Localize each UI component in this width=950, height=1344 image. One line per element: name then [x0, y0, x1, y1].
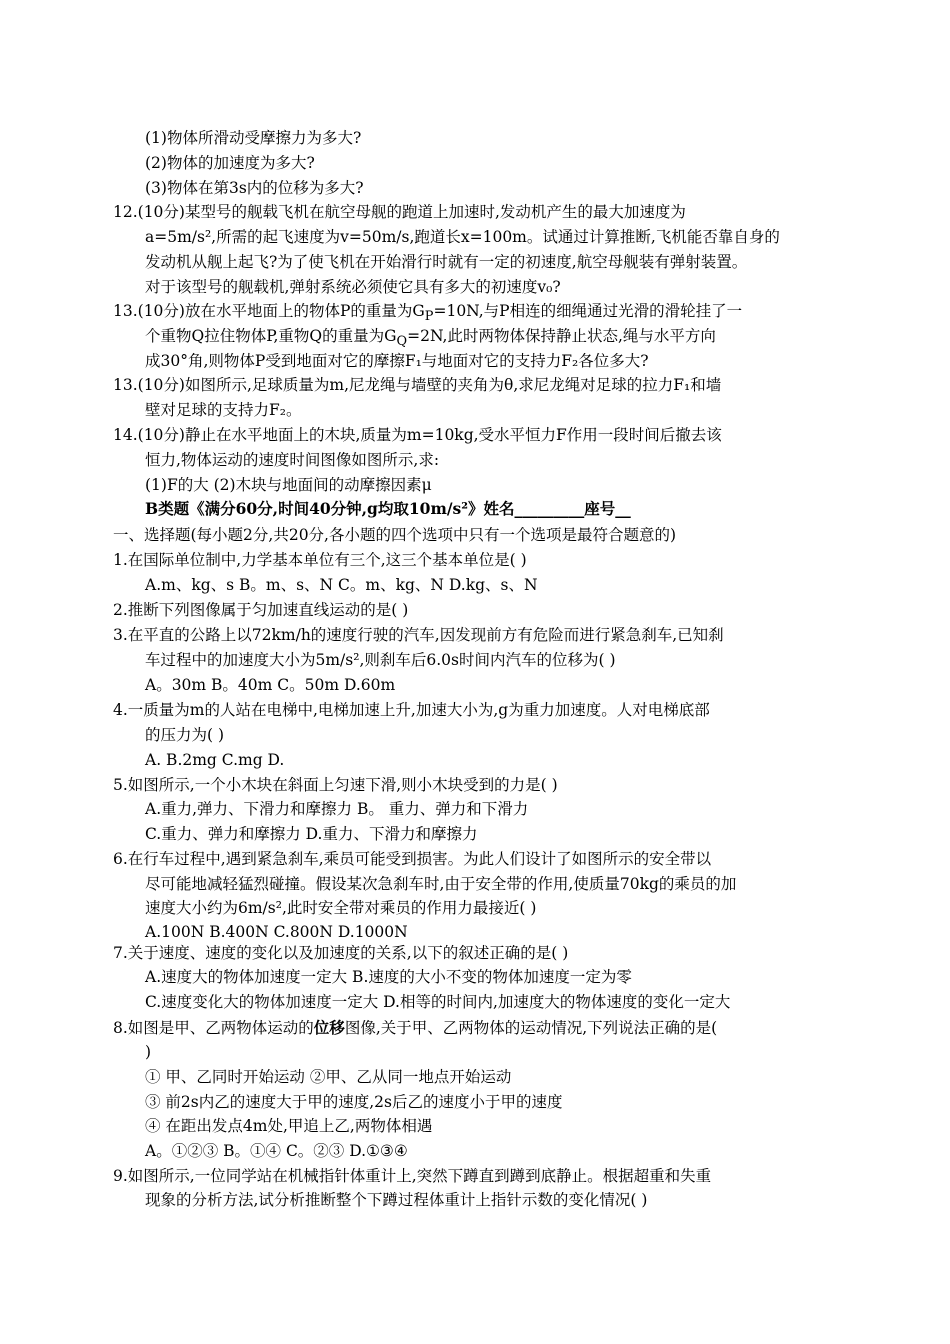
text-line: 尽可能地减轻猛烈碰撞。假设某次急刹车时,由于安全带的作用,使质量70kg的乘员的加: [145, 875, 737, 893]
text-line: (1)物体所滑动受摩擦力为多大?: [145, 129, 362, 147]
text-line: 4.一质量为m的人站在电梯中,电梯加速上升,加速大小为,g为重力加速度。人对电梯底部: [113, 701, 710, 719]
text-line: a=5m/s²,所需的起飞速度为v=50m/s,跑道长x=100m。试通过计算推断,飞机能否靠自身的: [145, 228, 780, 246]
text-line: C.速度变化大的物体加速度一定大 D.相等的时间内,加速度大的物体速度的变化一定大: [145, 993, 731, 1011]
text-line: 一、选择题(每小题2分,共20分,各小题的四个选项中只有一个选项是最符合题意的): [113, 526, 677, 544]
text-line: (2)物体的加速度为多大?: [145, 154, 315, 172]
text-line: B类题《满分60分,时间40分钟,g均取10m/s²》姓名_________座号__: [145, 499, 631, 518]
text-line: A.重力,弹力、下滑力和摩擦力 B。 重力、弹力和下滑力: [145, 800, 529, 818]
text-line: 1.在国际单位制中,力学基本单位有三个,这三个基本单位是( ): [113, 551, 527, 569]
text-line: A.100N B.400N C.800N D.1000N: [145, 923, 408, 941]
text-line: 对于该型号的舰载机,弹射系统必须使它具有多大的初速度v₀?: [145, 278, 561, 296]
text-line: 14.(10分)静止在水平地面上的木块,质量为m=10kg,受水平恒力F作用一段时间后撤去该: [113, 426, 722, 444]
text-line: 9.如图所示,一位同学站在机械指针体重计上,突然下蹲直到蹲到底静止。根据超重和失重: [113, 1167, 712, 1185]
text-line: A.m、kg、s B。m、s、N C。m、kg、N D.kg、s、N: [145, 576, 538, 594]
text-line: (1)F的大 (2)木块与地面间的动摩擦因素μ: [145, 476, 432, 494]
text-line: A.速度大的物体加速度一定大 B.速度的大小不变的物体加速度一定为零: [145, 968, 632, 986]
text-line: 发动机从舰上起飞?为了使飞机在开始滑行时就有一定的初速度,航空母舰装有弹射装置。: [145, 253, 748, 271]
text-line: 的压力为( ): [145, 726, 225, 744]
text-line: 个重物Q拉住物体P,重物Q的重量为$G_Q=2N$,此时两物体保持静止状态,绳与水平方向: [145, 327, 716, 350]
text-line: ): [145, 1043, 152, 1061]
text-line: 8.如图是甲、乙两物体运动的位移图像,关于甲、乙两物体的运动情况,下列说法正确的是(: [113, 1018, 718, 1037]
text-line: 7.关于速度、速度的变化以及加速度的关系,以下的叙述正确的是( ): [113, 944, 569, 962]
text-line: (3)物体在第3s内的位移为多大?: [145, 179, 364, 197]
text-line: ③ 前2s内乙的速度大于甲的速度,2s后乙的速度小于甲的速度: [145, 1093, 563, 1111]
text-line: 6.在行车过程中,遇到紧急刹车,乘员可能受到损害。为此人们设计了如图所示的安全带以: [113, 850, 712, 868]
text-line: 12.(10分)某型号的舰载飞机在航空母舰的跑道上加速时,发动机产生的最大加速度为: [113, 203, 686, 221]
text-line: A。30m B。40m C。50m D.60m: [145, 676, 396, 694]
text-line: A. B.2mg C.mg D.: [145, 751, 285, 769]
text-line: 壁对足球的支持力F₂。: [145, 401, 302, 419]
text-line: 成30°角,则物体P受到地面对它的摩擦F₁与地面对它的支持力F₂各位多大?: [145, 352, 649, 370]
text-line: 3.在平直的公路上以72km/h的速度行驶的汽车,因发现前方有危险而进行紧急刹车,已知刹: [113, 626, 724, 644]
text-line: 恒力,物体运动的速度时间图像如图所示,求:: [145, 451, 440, 469]
text-line: 2.推断下列图像属于匀加速直线运动的是( ): [113, 601, 409, 619]
text-line: 现象的分析方法,试分析推断整个下蹲过程体重计上指针示数的变化情况( ): [145, 1191, 648, 1209]
text-line: 速度大小约为6m/s²,此时安全带对乘员的作用力最接近( ): [145, 899, 537, 917]
text-line: 车过程中的加速度大小为5m/s²,则刹车后6.0s时间内汽车的位移为( ): [145, 651, 616, 669]
text-line: ① 甲、乙同时开始运动 ②甲、乙从同一地点开始运动: [145, 1068, 512, 1086]
text-line: 13.(10分)放在水平地面上的物体P的重量为$G_P=10N$,与P相连的细绳通过光滑的滑轮挂了一: [113, 302, 743, 325]
text-line: ④ 在距出发点4m处,甲追上乙,两物体相遇: [145, 1117, 433, 1135]
text-line: 5.如图所示,一个小木块在斜面上匀速下滑,则小木块受到的力是( ): [113, 776, 558, 794]
text-line: 13.(10分)如图所示,足球质量为m,尼龙绳与墙壁的夹角为θ,求尼龙绳对足球的拉力F₁和墙: [113, 376, 722, 394]
text-line: C.重力、弹力和摩擦力 D.重力、下滑力和摩擦力: [145, 825, 478, 843]
text-line: A。①②③ B。①④ C。②③ D.①③④: [145, 1142, 408, 1160]
